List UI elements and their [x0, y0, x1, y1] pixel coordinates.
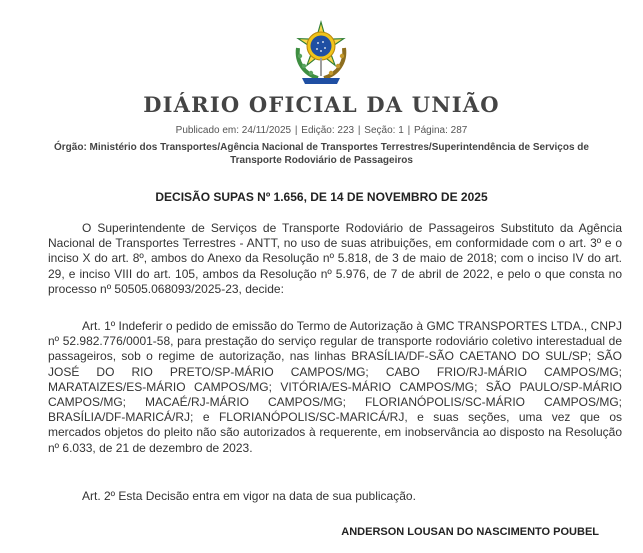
info-separator: |	[407, 125, 411, 136]
issuing-agency: Órgão: Ministério dos Transportes/Agência Nacional de Transportes Terrestres/Superintendência de Serviços de Transporte Rodoviário de Passageiros	[54, 142, 589, 166]
preamble-paragraph: O Superintendente de Serviços de Transporte Rodoviário de Passageiros Substituto da Agência Nacional de Transportes Terrestres - ANTT, no uso de suas atribuições, em conformidade com o art. 3º e o inciso X do art. 8º, ambos do Anexo da Resolução nº 5.818, de 3 de maio de 2018; com o inciso IV do art. 29, e inciso VIII do art. 105, ambos da Resolução nº 5.976, de 7 de abril de 2022, e pelo o que consta no processo nº 50505.068093/2025-23, decide:	[48, 221, 622, 296]
published-date: Publicado em: 24/11/2025	[175, 125, 292, 136]
decision-title: DECISÃO SUPAS Nº 1.656, DE 14 DE NOVEMBRO DE 2025	[155, 190, 488, 204]
article-1-paragraph: Art. 1º Indeferir o pedido de emissão do Termo de Autorização à GMC TRANSPORTES LTDA., CNPJ nº 52.982.776/0001-58, para prestação do serviço regular de transporte rodoviário coletivo interestadual de passageiros, sob o regime de autorização, nas linhas BRASÍLIA/DF-SÃO CAETANO DO SUL/SP; SÃO JOSÉ DO RIO PRETO/SP-MÁRIO CAMPOS/MG; CABO FRIO/RJ-MÁRIO CAMPOS/MG; MARATAIZES/ES-MÁRIO CAMPOS/MG; VITÓRIA/ES-MÁRIO CAMPOS/MG; SÃO PAULO/SP-MÁRIO CAMPOS/MG; MACAÉ/RJ-MÁRIO CAMPOS/MG; FLORIANÓPOLIS/SC-MÁRIO CAMPOS/MG; BRASÍLIA/DF-MARICÁ/RJ; e FLORIANÓPOLIS/SC-MARICÁ/RJ, e suas seções, uma vez que os mercados objetos do pleito não são autorizados à requerente, em inobservância ao disposto na Resolução nº 6.033, de 21 de dezembro de 2023.	[48, 319, 622, 455]
publication-title: DIÁRIO OFICIAL DA UNIÃO	[143, 92, 500, 117]
edition-number: Edição: 223	[301, 125, 355, 136]
section-number: Seção: 1	[364, 125, 404, 136]
publication-info	[0, 125, 643, 136]
brasil-coat-of-arms-icon	[288, 18, 354, 86]
article-2-paragraph: Art. 2º Esta Decisão entra em vigor na data de sua publicação.	[82, 489, 416, 503]
info-separator: |	[357, 125, 361, 136]
page-number: Página: 287	[413, 125, 468, 136]
signatory-name: ANDERSON LOUSAN DO NASCIMENTO POUBEL	[341, 526, 599, 538]
info-separator: |	[294, 125, 298, 136]
